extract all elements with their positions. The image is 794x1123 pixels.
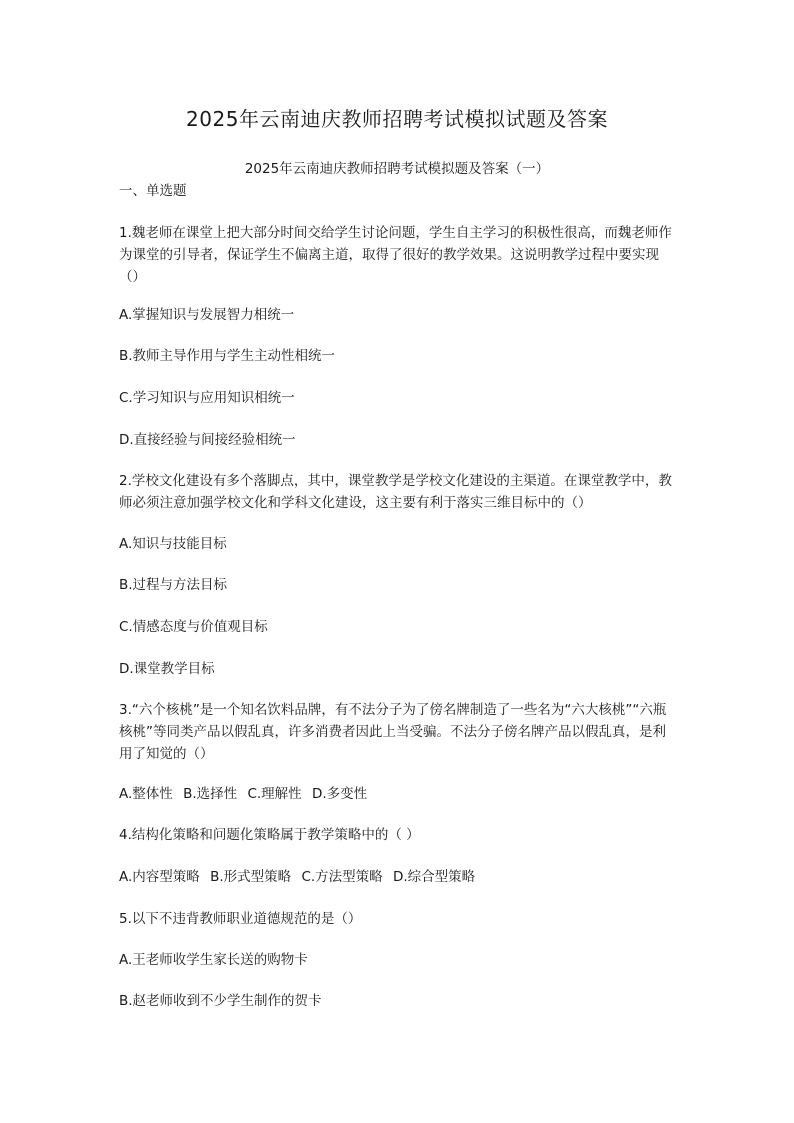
question-1-option-b: B.教师主导作用与学生主动性相统一: [119, 348, 336, 364]
question-4-option-a: A.内容型策略: [119, 869, 200, 885]
question-5-option-a: A.王老师收学生家长送的购物卡: [119, 952, 308, 968]
question-2-stem: 2.学校文化建设有多个落脚点，其中，课堂教学是学校文化建设的主渠道。在课堂教学中，教师必须注意加强学校文化和学科文化建设，这主要有利于落实三维目标中的（）: [119, 473, 672, 511]
document-title: 2025年云南迪庆教师招聘考试模拟试题及答案: [186, 107, 608, 131]
question-1-option-c: C.学习知识与应用知识相统一: [119, 390, 295, 406]
question-1-option-a: A.掌握知识与发展智力相统一: [119, 307, 295, 323]
question-3-options: [119, 785, 373, 803]
question-2-option-d: D.课堂教学目标: [119, 661, 215, 677]
question-2-option-c: C.情感态度与价值观目标: [119, 619, 268, 635]
question-4-option-d: D.综合型策略: [392, 869, 476, 885]
question-5-option-b: B.赵老师收到不少学生制作的贺卡: [119, 993, 322, 1009]
question-5-stem: 5.以下不违背教师职业道德规范的是（）: [119, 911, 362, 927]
question-1-stem: 1.魏老师在课堂上把大部分时间交给学生讨论问题，学生自主学习的积极性很高，而魏老师作为课堂的引导者，保证学生不偏离主道，取得了很好的教学效果。这说明教学过程中要实现（）: [119, 225, 672, 285]
question-4-stem: 4.结构化策略和问题化策略属于教学策略中的（ ）: [119, 827, 420, 843]
question-4-option-c: C.方法型策略: [301, 869, 383, 885]
question-3-option-b: B.选择性: [183, 786, 238, 802]
question-4-option-b: B.形式型策略: [210, 869, 292, 885]
question-1-option-d: D.直接经验与间接经验相统一: [119, 432, 296, 448]
question-2-option-a: A.知识与技能目标: [119, 536, 227, 552]
question-4-options: [119, 868, 481, 886]
question-3-option-d: D.多变性: [311, 786, 368, 802]
document-subtitle: 2025年云南迪庆教师招聘考试模拟题及答案（一）: [244, 161, 550, 177]
question-3-option-a: A.整体性: [119, 786, 173, 802]
question-3-option-c: C.理解性: [247, 786, 302, 802]
question-2-option-b: B.过程与方法目标: [119, 577, 228, 593]
question-3-stem: 3.“六个核桃”是一个知名饮料品牌，有不法分子为了傍名牌制造了一些名为“六大核桃”“六瓶核桃”等同类产品以假乱真，许多消费者因此上当受骗。不法分子傍名牌产品以假乱真，是利用了知觉的（）: [119, 702, 667, 762]
section-heading: 一、单选题: [119, 183, 187, 199]
